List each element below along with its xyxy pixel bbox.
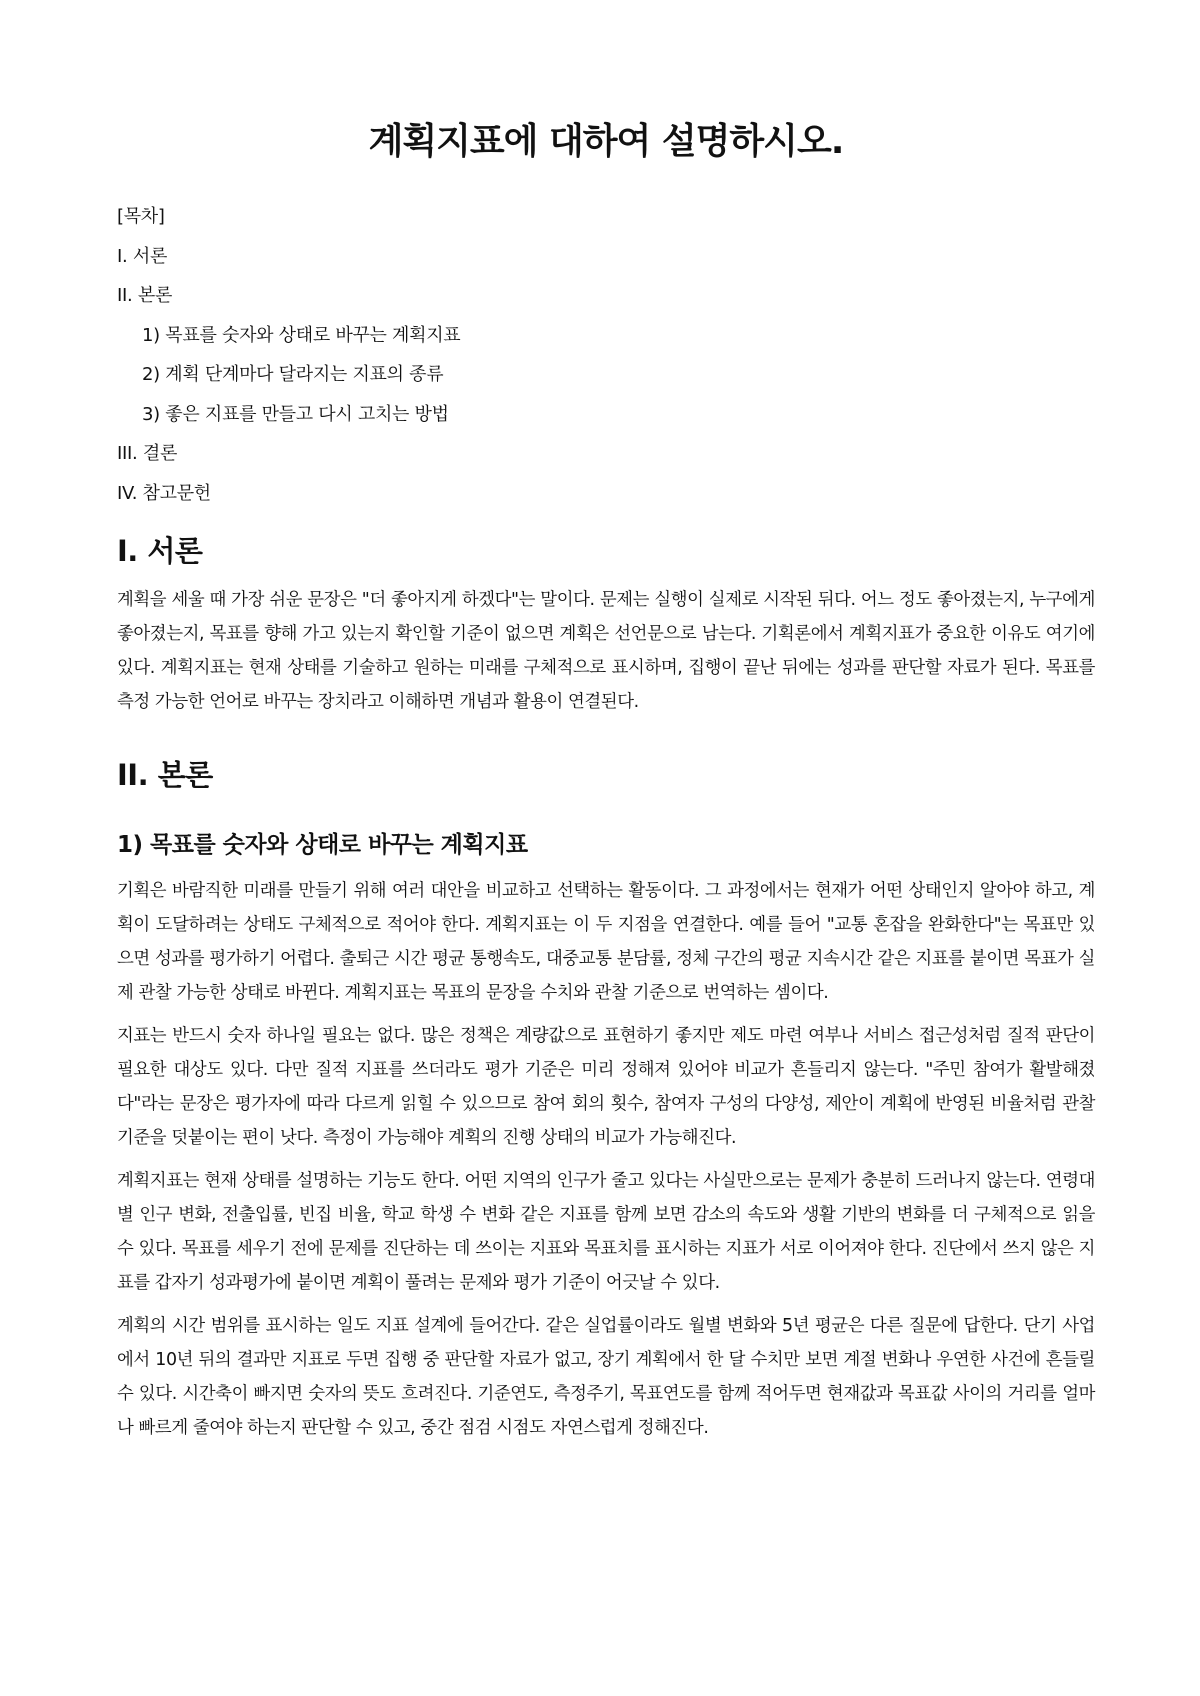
body-section-1 — [117, 829, 1095, 1445]
toc-item-main-body: II. 본론 — [117, 285, 173, 306]
body-paragraph: 계획지표는 현재 상태를 설명하는 기능도 한다. 어떤 지역의 인구가 줄고 있다는 사실만으로는 문제가 충분히 드러나지 않는다. 연령대별 인구 변화, 전출입률, 빈집 비율, 학교 학생 수 변화 같은 지표를 함께 보면 감소의 속도와 생활 기반의 변화를 더 구체적으로 읽을 수 있다. 목표를 세우기 전에 문제를 진단하는 데 쓰이는 지표와 목표치를 표시하는 지표가 서로 이어져야 한다. 진단에서 쓰지 않은 지표를 갑자기 성과평가에 붙이면 계획이 풀려는 문제와 평가 기준이 어긋날 수 있다. — [117, 1171, 1095, 1293]
toc-item-conclusion: III. 결론 — [117, 443, 178, 464]
toc-item-body-section-2: 2) 계획 단계마다 달라지는 지표의 종류 — [142, 364, 444, 385]
table-of-contents — [117, 197, 1095, 513]
toc-item-body-section-1: 1) 목표를 숫자와 상태로 바꾸는 계획지표 — [142, 324, 461, 346]
introduction-section — [117, 533, 1095, 719]
main-body-heading: II. 본론 — [117, 758, 213, 792]
toc-item-references: IV. 참고문헌 — [117, 482, 211, 504]
body-section-1-heading: 1) 목표를 숫자와 상태로 바꾸는 계획지표 — [117, 832, 528, 858]
toc-item-body-section-3: 3) 좋은 지표를 만들고 다시 고치는 방법 — [142, 403, 449, 425]
body-paragraph: 지표는 반드시 숫자 하나일 필요는 없다. 많은 정책은 계량값으로 표현하기 좋지만 제도 마련 여부나 서비스 접근성처럼 질적 판단이 필요한 대상도 있다. 다만 질적 지표를 쓰더라도 평가 기준은 미리 정해져 있어야 비교가 흔들리지 않는다. "주민 참여가 활발해졌다"라는 문장은 평가자에 따라 다르게 읽힐 수 있으므로 참여 회의 횟수, 참여자 구성의 다양성, 제안이 계획에 반영된 비율처럼 관찰 기준을 덧붙이는 편이 낫다. 측정이 가능해야 계획의 진행 상태의 비교가 가능해진다. — [117, 1026, 1095, 1148]
toc-item-introduction: I. 서론 — [117, 245, 168, 267]
introduction-heading: I. 서론 — [117, 534, 203, 568]
toc-heading: [목차] — [117, 206, 165, 227]
body-paragraph: 계획의 시간 범위를 표시하는 일도 지표 설계에 들어간다. 같은 실업률이라도 월별 변화와 5년 평균은 다른 질문에 답한다. 단기 사업에서 10년 뒤의 결과만 지표로 두면 집행 중 판단할 자료가 없고, 장기 계획에서 한 달 수치만 보면 계절 변화나 우연한 사건에 흔들릴 수 있다. 시간축이 빠지면 숫자의 뜻도 흐려진다. 기준연도, 측정주기, 목표연도를 함께 적어두면 현재값과 목표값 사이의 거리를 얼마나 빠르게 줄여야 하는지 판단할 수 있고, 중간 점검 시점도 자연스럽게 정해진다. — [117, 1316, 1095, 1438]
main-body-section — [117, 757, 1095, 1445]
body-paragraph: 기획은 바람직한 미래를 만들기 위해 여러 대안을 비교하고 선택하는 활동이다. 그 과정에서는 현재가 어떤 상태인지 알아야 하고, 계획이 도달하려는 상태도 구체적으로 적어야 한다. 계획지표는 이 두 지점을 연결한다. 예를 들어 "교통 혼잡을 완화한다"는 목표만 있으면 성과를 평가하기 어렵다. 출퇴근 시간 평균 통행속도, 대중교통 분담률, 정체 구간의 평균 지속시간 같은 지표를 붙이면 목표가 실제 관찰 가능한 상태로 바뀐다. 계획지표는 목표의 문장을 수치와 관찰 기준으로 번역하는 셈이다. — [117, 881, 1095, 1003]
document-title: 계획지표에 대하여 설명하시오. — [368, 121, 844, 162]
introduction-paragraph: 계획을 세울 때 가장 쉬운 문장은 "더 좋아지게 하겠다"는 말이다. 문제는 실행이 실제로 시작된 뒤다. 어느 정도 좋아졌는지, 누구에게 좋아졌는지, 목표를 향해 가고 있는지 확인할 기준이 없으면 계획은 선언문으로 남는다. 기획론에서 계획지표가 중요한 이유도 여기에 있다. 계획지표는 현재 상태를 기술하고 원하는 미래를 구체적으로 표시하며, 집행이 끝난 뒤에는 성과를 판단할 자료가 된다. 목표를 측정 가능한 언어로 바꾸는 장치라고 이해하면 개념과 활용이 연결된다. — [117, 590, 1095, 712]
